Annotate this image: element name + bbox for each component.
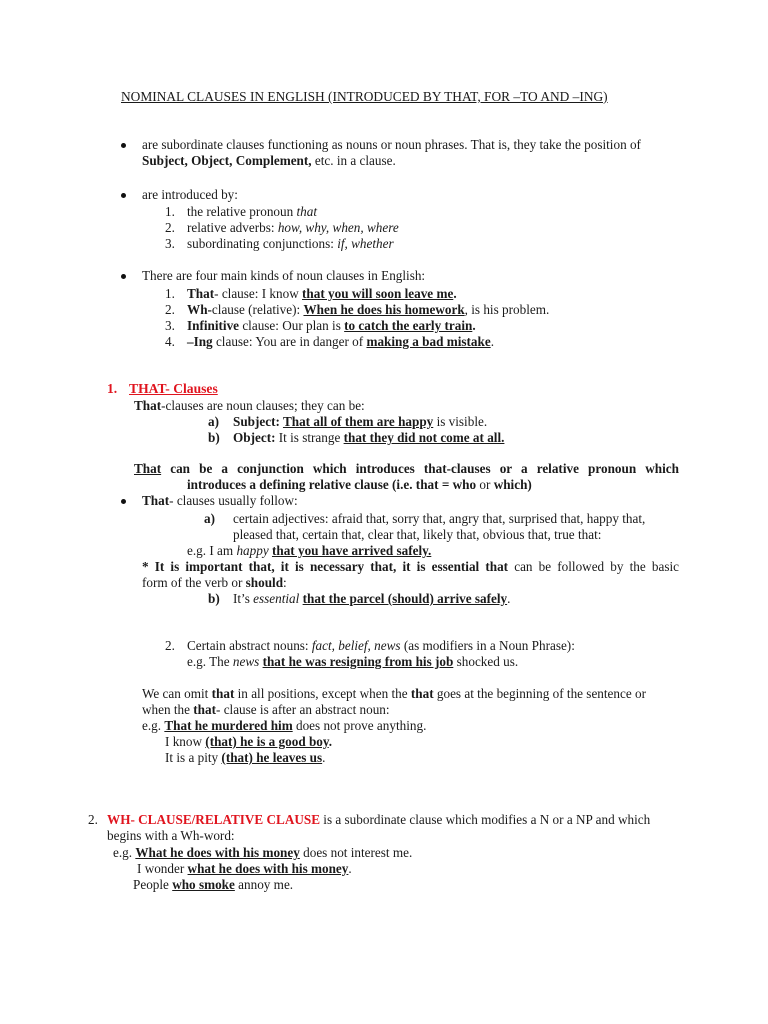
list-item: 4. xyxy=(165,334,175,349)
intro-bullet-3: There are four main kinds of noun clauses in English: xyxy=(142,268,426,283)
important-note-line-1: * It is important that, it is necessary that, it is essential that can be followed by the basic xyxy=(142,559,679,574)
list-item: Object: It is strange that they did not come at all. xyxy=(233,430,505,445)
list-item: 3. xyxy=(165,318,175,333)
example-line: It is a pity (that) he leaves us. xyxy=(165,750,326,765)
bullet-icon xyxy=(121,499,126,504)
section-1-number: 1. xyxy=(107,381,118,396)
list-label: a) xyxy=(208,414,219,429)
list-item: Wh-clause (relative): When he does his homework, is his problem. xyxy=(187,302,550,317)
example-line: e.g. What he does with his money does not interest me. xyxy=(113,845,413,860)
intro-bullet-2: are introduced by: xyxy=(142,187,238,202)
adjectives-line-2: pleased that, certain that, clear that, likely that, obvious that, true that: xyxy=(233,527,602,542)
omit-line-2: when the that- clause is after an abstract noun: xyxy=(142,702,390,717)
list-item: the relative pronoun that xyxy=(187,204,318,219)
list-item: 2. xyxy=(165,302,175,317)
follow-bullet: That- clauses usually follow: xyxy=(142,493,298,508)
list-item: 3. xyxy=(165,236,175,251)
example-line: It’s essential that the parcel (should) arrive safely. xyxy=(233,591,511,606)
example-line: e.g. That he murdered him does not prove anything. xyxy=(142,718,427,733)
list-item: 1. xyxy=(165,286,175,301)
example-line: e.g. I am happy that you have arrived safely. xyxy=(187,543,432,558)
list-item: Infinitive clause: Our plan is to catch the early train. xyxy=(187,318,476,333)
list-item: relative adverbs: how, why, when, where xyxy=(187,220,399,235)
abstract-nouns-line: Certain abstract nouns: fact, belief, news (as modifiers in a Noun Phrase): xyxy=(187,638,575,653)
conjunction-line-1: That can be a conjunction which introduces that-clauses or a relative pronoun which xyxy=(134,461,679,476)
bullet-icon xyxy=(121,143,126,148)
intro-bullet-1-line-1: are subordinate clauses functioning as nouns or noun phrases. That is, they take the position of xyxy=(142,137,641,152)
page-title: NOMINAL CLAUSES IN ENGLISH (INTRODUCED BY THAT, FOR –TO AND –ING) xyxy=(121,89,608,104)
example-line: I wonder what he does with his money. xyxy=(137,861,352,876)
bullet-icon xyxy=(121,274,126,279)
list-item: Subject: That all of them are happy is visible. xyxy=(233,414,488,429)
section-2-line-1: WH- CLAUSE/RELATIVE CLAUSE is a subordinate clause which modifies a N or a NP and which xyxy=(107,812,651,827)
section-1-lead: That-clauses are noun clauses; they can be: xyxy=(134,398,365,413)
list-label: b) xyxy=(208,430,220,445)
example-line: I know (that) he is a good boy. xyxy=(165,734,333,749)
bullet-icon xyxy=(121,193,126,198)
important-note-line-2: form of the verb or should: xyxy=(142,575,287,590)
list-item: That- clause: I know that you will soon leave me. xyxy=(187,286,457,301)
list-item: –Ing clause: You are in danger of making a bad mistake. xyxy=(187,334,494,349)
section-1-heading: THAT- Clauses xyxy=(129,381,218,396)
intro-bullet-1-line-2: Subject, Object, Complement, etc. in a clause. xyxy=(142,153,396,168)
adjectives-line-1: certain adjectives: afraid that, sorry that, angry that, surprised that, happy that, xyxy=(233,511,646,526)
list-item: subordinating conjunctions: if, whether xyxy=(187,236,394,251)
list-item: 2. xyxy=(165,220,175,235)
omit-line-1: We can omit that in all positions, except when the that goes at the beginning of the sentence or xyxy=(142,686,646,701)
section-2-line-2: begins with a Wh-word: xyxy=(107,828,235,843)
list-label: b) xyxy=(208,591,220,606)
section-2-number: 2. xyxy=(88,812,98,827)
list-item: 2. xyxy=(165,638,175,653)
list-label: a) xyxy=(204,511,215,526)
conjunction-line-2: introduces a defining relative clause (i.e. that = who or which) xyxy=(187,477,532,492)
list-item: 1. xyxy=(165,204,175,219)
example-line: e.g. The news that he was resigning from his job shocked us. xyxy=(187,654,519,669)
example-line: People who smoke annoy me. xyxy=(133,877,294,892)
